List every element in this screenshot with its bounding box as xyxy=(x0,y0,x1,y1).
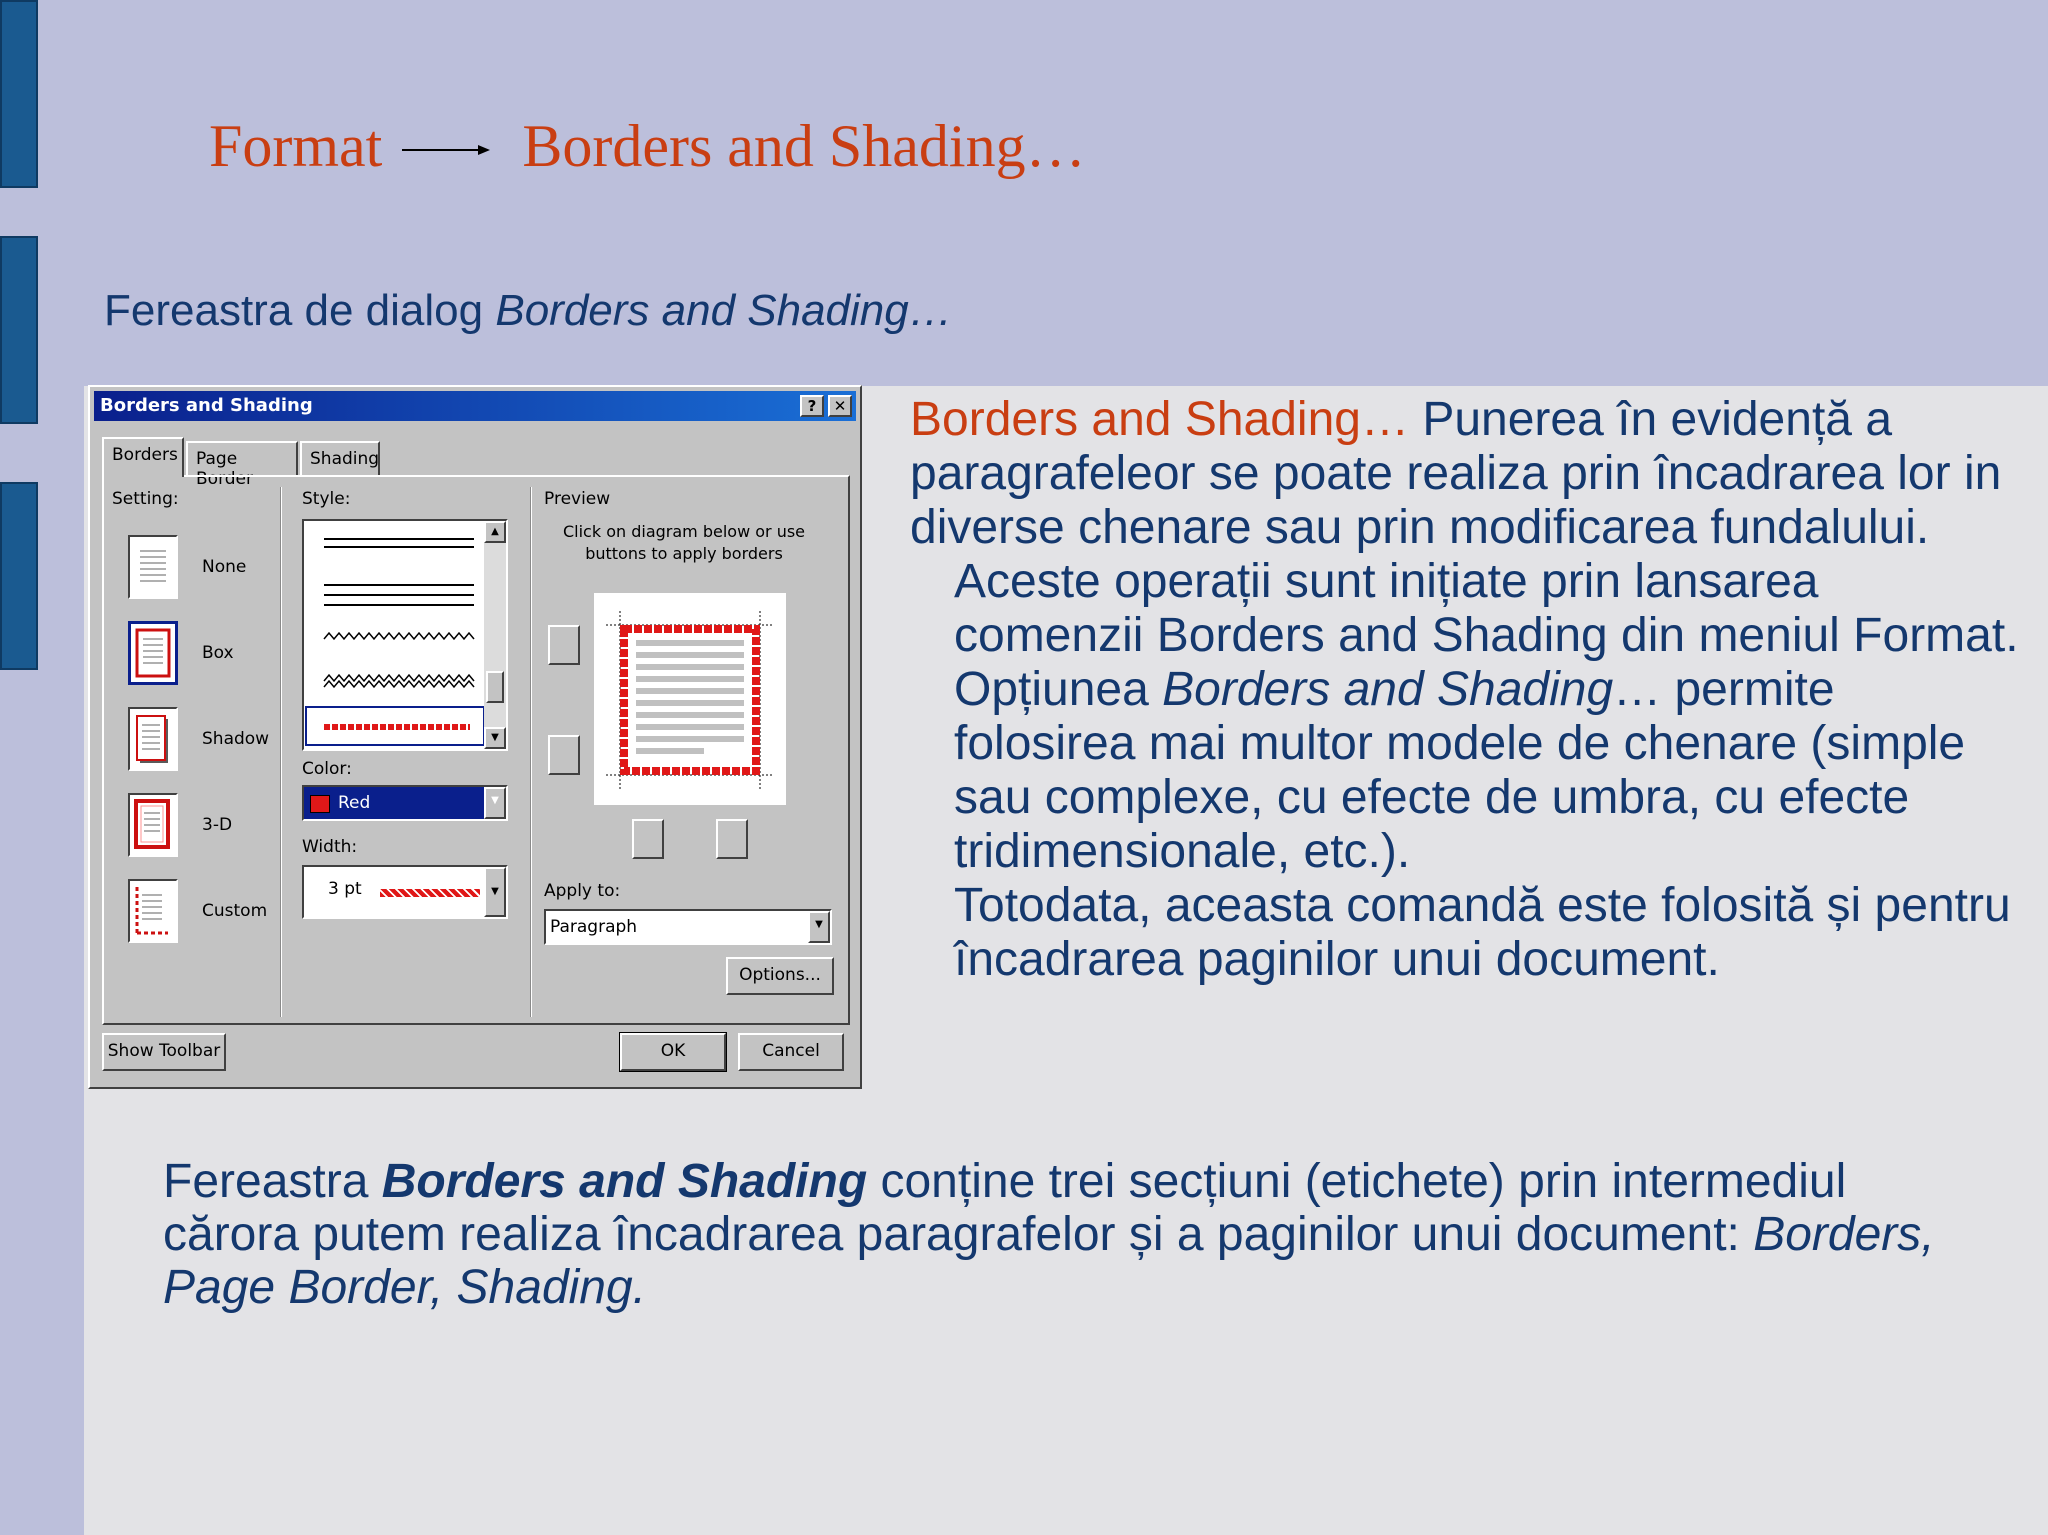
bottom-italic-end: Borders, Page Border, Shading. xyxy=(163,1208,1935,1314)
bottom-bold-italic: Borders and Shading xyxy=(381,1155,868,1208)
left-accent-bar-2 xyxy=(0,236,38,424)
color-swatch xyxy=(310,795,330,813)
show-toolbar-button[interactable]: Show Toolbar xyxy=(102,1033,226,1071)
dialog-titlebar xyxy=(94,391,856,421)
heading-borders-shading: Borders and Shading… xyxy=(522,113,1086,179)
side-p3-prefix: Opțiunea xyxy=(954,663,1163,716)
top-border-button[interactable] xyxy=(548,625,580,665)
side-p3-italic: Borders and Shading xyxy=(1162,663,1614,716)
side-description xyxy=(910,393,2020,987)
borders-shading-dialog xyxy=(88,385,862,1089)
setting-none-icon[interactable] xyxy=(128,535,178,599)
left-accent-bar-3 xyxy=(0,482,38,670)
style-scrollbar[interactable] xyxy=(484,521,506,749)
preview-diagram[interactable] xyxy=(594,593,786,805)
slide-subtitle xyxy=(104,286,953,336)
bottom-middle: conține trei secțiuni (etichete) prin intermediul cărora putem realiza încadrarea paragrafelor și a paginilor unui document: xyxy=(163,1155,1847,1261)
setting-none-label[interactable]: None xyxy=(202,557,247,577)
side-p1-highlight: Borders and Shading… xyxy=(910,393,1409,446)
side-p3-text: … permite folosirea mai multor modele de chenare (simple sau complexe, cu efecte de umbra, cu efecte tridimensionale, etc.). xyxy=(954,663,1966,878)
setting-shadow-label[interactable]: Shadow xyxy=(202,729,270,749)
subtitle-prefix: Fereastra de dialog xyxy=(104,286,496,335)
side-paragraph-3 xyxy=(910,663,2020,879)
preview-hint: Click on diagram below or use buttons to apply borders xyxy=(562,522,806,563)
close-button[interactable]: ✕ xyxy=(828,395,852,417)
color-dropdown[interactable] xyxy=(302,785,508,821)
color-label: Color: xyxy=(302,759,352,779)
style-list[interactable] xyxy=(302,519,508,751)
cancel-button[interactable]: Cancel xyxy=(738,1033,844,1071)
chevron-down-icon[interactable]: ▼ xyxy=(808,911,830,943)
width-line-sample xyxy=(380,889,480,897)
subtitle-italic: Borders and Shading… xyxy=(495,286,953,335)
setting-label: Setting: xyxy=(112,489,179,509)
setting-box-label[interactable]: Box xyxy=(202,643,234,663)
setting-3d-label[interactable]: 3-D xyxy=(202,815,233,835)
chevron-down-icon[interactable]: ▼ xyxy=(484,787,506,819)
bottom-border-button[interactable] xyxy=(548,735,580,775)
heading-format: Format xyxy=(209,113,383,179)
left-accent-bar-1 xyxy=(0,0,38,188)
tab-page-border[interactable]: Page Border xyxy=(186,441,298,475)
scroll-thumb[interactable] xyxy=(486,671,504,703)
apply-to-label: Apply to: xyxy=(544,881,621,901)
bottom-prefix: Fereastra xyxy=(163,1155,382,1208)
width-value: 3 pt xyxy=(328,879,362,899)
apply-to-value: Paragraph xyxy=(550,917,638,937)
side-paragraph-4: Totodata, aceasta comandă este folosită și pentru încadrarea paginilor unui document. xyxy=(954,879,2011,986)
tab-shading[interactable]: Shading xyxy=(300,441,380,475)
side-paragraph-1 xyxy=(910,393,2020,555)
width-label: Width: xyxy=(302,837,358,857)
chevron-down-icon[interactable]: ▼ xyxy=(484,867,506,917)
help-button[interactable]: ? xyxy=(800,395,824,417)
width-dropdown[interactable] xyxy=(302,865,508,919)
scroll-up-icon[interactable]: ▲ xyxy=(484,521,506,543)
setting-custom-icon[interactable] xyxy=(128,879,178,943)
side-paragraph-2: Aceste operații sunt inițiate prin lansarea comenzii Borders and Shading din meniul Format. xyxy=(954,555,2019,662)
dialog-title: Borders and Shading xyxy=(100,395,313,416)
tab-borders[interactable]: Borders xyxy=(102,437,184,477)
setting-shadow-icon[interactable] xyxy=(128,707,178,771)
arrow-right-icon xyxy=(402,140,492,160)
scroll-down-icon[interactable]: ▼ xyxy=(484,727,506,749)
left-border-button[interactable] xyxy=(632,819,664,859)
preview-label: Preview xyxy=(544,489,611,509)
setting-custom-label[interactable]: Custom xyxy=(202,901,268,921)
right-border-button[interactable] xyxy=(716,819,748,859)
setting-box-icon[interactable] xyxy=(128,621,178,685)
column-divider-1 xyxy=(280,487,282,1017)
bottom-description xyxy=(163,1155,1963,1314)
options-button[interactable]: Options... xyxy=(726,957,834,995)
ok-button[interactable]: OK xyxy=(620,1033,726,1071)
slide-heading xyxy=(209,112,1086,188)
column-divider-2 xyxy=(530,487,532,1017)
apply-to-dropdown[interactable] xyxy=(544,909,832,945)
style-label: Style: xyxy=(302,489,351,509)
setting-3d-icon[interactable] xyxy=(128,793,178,857)
side-p1-text: Punerea în evidență a paragrafeleor se poate realiza prin încadrarea lor in diverse chenare sau prin modificarea fundalului. xyxy=(910,393,2002,554)
color-value: Red xyxy=(338,793,371,813)
